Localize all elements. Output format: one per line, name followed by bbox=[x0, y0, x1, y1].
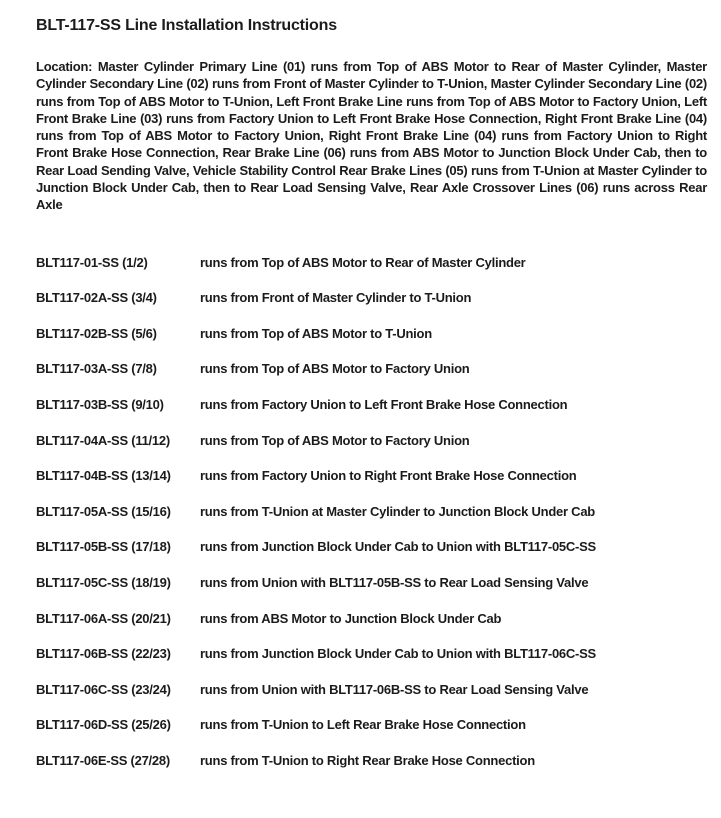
route-description: runs from T-Union at Master Cylinder to Junction Block Under Cab bbox=[200, 503, 595, 519]
location-paragraph: Location: Master Cylinder Primary Line (01) runs from Top of ABS Motor to Rear of Master Cylinder, Master Cylinder Secondary Line (02) runs from Front of Master Cylinder to T-Union, Master Cylinder Secondary Line (02) runs from Top of ABS Motor to T-Union, Left Front Brake Line runs from Top of ABS Motor to Factory Union, Left Front Brake Line (03) runs from Factory Union to Left Front Brake Hose Connection, Right Front Brake Line (04) runs from Top of ABS Motor to Factory Union, Right Front Brake Line (04) runs from Factory Union to Right Front Brake Hose Connection, Rear Brake Line (06) runs from ABS Motor to Junction Block Under Cab, then to Rear Load Sending Valve, Vehicle Stability Control Rear Brake Lines (05) runs from T-Union at Master Cylinder to Junction Block Under Cab, then to Rear Load Sensing Valve, Rear Axle Crossover Lines (06) runs across Rear Axle bbox=[36, 59, 707, 213]
line-row bbox=[36, 254, 707, 271]
route-description: runs from Union with BLT117-05B-SS to Rear Load Sensing Valve bbox=[200, 575, 589, 591]
line-row bbox=[36, 467, 707, 484]
route-description: runs from Factory Union to Left Front Brake Hose Connection bbox=[200, 397, 568, 413]
route-description: runs from Top of ABS Motor to T-Union bbox=[200, 325, 432, 341]
line-row bbox=[36, 681, 707, 698]
line-row bbox=[36, 396, 707, 413]
route-description: runs from Union with BLT117-06B-SS to Rear Load Sensing Valve bbox=[200, 681, 589, 697]
line-row bbox=[36, 574, 707, 591]
line-row bbox=[36, 432, 707, 449]
route-description: runs from Top of ABS Motor to Factory Union bbox=[200, 432, 470, 448]
part-number: BLT117-06A-SS (20/21) bbox=[36, 610, 171, 626]
part-number: BLT117-05B-SS (17/18) bbox=[36, 539, 171, 555]
line-row bbox=[36, 610, 707, 627]
route-description: runs from Junction Block Under Cab to Union with BLT117-05C-SS bbox=[200, 539, 596, 555]
line-row bbox=[36, 538, 707, 555]
part-number: BLT117-06D-SS (25/26) bbox=[36, 717, 171, 733]
part-number: BLT117-05A-SS (15/16) bbox=[36, 503, 171, 519]
route-description: runs from Junction Block Under Cab to Union with BLT117-06C-SS bbox=[200, 646, 596, 662]
page-title: BLT-117-SS Line Installation Instructions bbox=[36, 17, 337, 34]
route-description: runs from Factory Union to Right Front Brake Hose Connection bbox=[200, 468, 577, 484]
part-number: BLT117-01-SS (1/2) bbox=[36, 254, 148, 270]
line-row bbox=[36, 503, 707, 520]
line-list bbox=[36, 254, 707, 769]
part-number: BLT117-05C-SS (18/19) bbox=[36, 575, 171, 591]
route-description: runs from T-Union to Left Rear Brake Hose Connection bbox=[200, 717, 526, 733]
line-row bbox=[36, 325, 707, 342]
part-number: BLT117-03A-SS (7/8) bbox=[36, 361, 157, 377]
part-number: BLT117-03B-SS (9/10) bbox=[36, 397, 164, 413]
part-number: BLT117-04B-SS (13/14) bbox=[36, 468, 171, 484]
route-description: runs from ABS Motor to Junction Block Under Cab bbox=[200, 610, 502, 626]
route-description: runs from T-Union to Right Rear Brake Hose Connection bbox=[200, 752, 535, 768]
route-description: runs from Top of ABS Motor to Factory Union bbox=[200, 361, 470, 377]
line-row bbox=[36, 289, 707, 306]
line-row bbox=[36, 716, 707, 733]
route-description: runs from Front of Master Cylinder to T-Union bbox=[200, 290, 472, 306]
part-number: BLT117-06E-SS (27/28) bbox=[36, 752, 170, 768]
route-description: runs from Top of ABS Motor to Rear of Master Cylinder bbox=[200, 254, 526, 270]
part-number: BLT117-02B-SS (5/6) bbox=[36, 325, 157, 341]
part-number: BLT117-06C-SS (23/24) bbox=[36, 681, 171, 697]
line-row bbox=[36, 752, 707, 769]
line-row bbox=[36, 645, 707, 662]
part-number: BLT117-02A-SS (3/4) bbox=[36, 290, 157, 306]
part-number: BLT117-04A-SS (11/12) bbox=[36, 432, 170, 448]
part-number: BLT117-06B-SS (22/23) bbox=[36, 646, 171, 662]
line-row bbox=[36, 360, 707, 377]
